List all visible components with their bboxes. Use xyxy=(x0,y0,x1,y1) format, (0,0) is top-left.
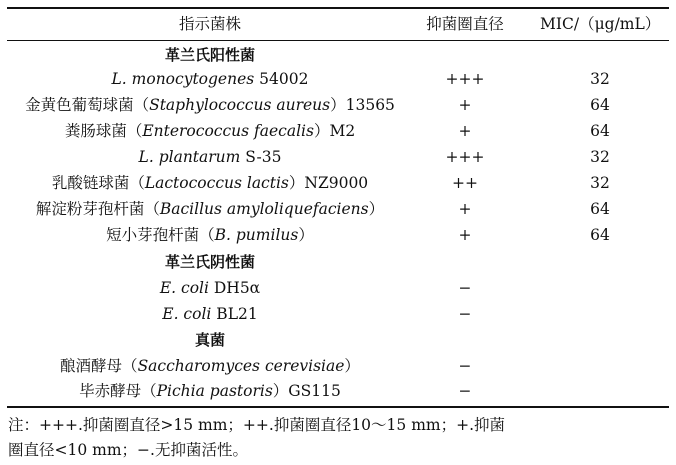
strain-name-latin: Staphylococcus aureus xyxy=(149,96,331,114)
column-header-inhibition-zone: 抑菌圈直径 xyxy=(426,15,504,33)
footnote-line-1: 注：+++.抑菌圈直径>15 mm；++.抑菌圈直径10～15 mm；+.抑菌 xyxy=(8,416,506,434)
table-row-strain xyxy=(0,146,420,168)
strain-name-prefix: 毕赤酵母（ xyxy=(79,382,157,400)
table-row-strain xyxy=(0,120,420,142)
strain-name-prefix: 金黄色葡萄球菌（ xyxy=(25,96,150,114)
table-cell-mic: 32 xyxy=(590,70,610,88)
table-cell-mic: 32 xyxy=(590,174,610,192)
table-cell-mic xyxy=(540,380,660,402)
strain-name-prefix: 短小芽孢杆菌（ xyxy=(106,226,215,244)
table-row-strain xyxy=(0,303,420,325)
strain-name-latin: E. coli xyxy=(159,279,209,297)
strain-name-latin: L. plantarum xyxy=(138,148,241,166)
table-row-strain xyxy=(0,277,420,299)
table-row-strain xyxy=(0,380,420,402)
table-cell-zone: + xyxy=(458,200,472,218)
strain-name-latin: Saccharomyces cerevisiae xyxy=(137,357,345,375)
strain-name-prefix: 粪肠球菌（ xyxy=(64,122,143,140)
table-cell-zone: + xyxy=(458,122,472,140)
strain-name-prefix: 解淀粉芽孢杆菌（ xyxy=(35,200,160,218)
strain-name-suffix: ） xyxy=(368,200,385,218)
table-row-strain xyxy=(0,68,420,90)
table-row-strain xyxy=(0,224,420,246)
table-cell-zone: +++ xyxy=(445,148,485,166)
strain-name-latin: Lactococcus lactis xyxy=(144,174,289,192)
footnote-line-2: 圈直径<10 mm；−.无抑菌活性。 xyxy=(8,441,248,459)
group-heading-fungi: 真菌 xyxy=(194,331,225,349)
strain-name-suffix: BL21 xyxy=(211,305,258,323)
table-cell-zone: − xyxy=(458,382,472,400)
table-cell-mic xyxy=(540,355,660,377)
group-heading-gram-positive: 革兰氏阳性菌 xyxy=(164,46,255,64)
table-cell-mic xyxy=(540,277,660,299)
strain-name-suffix: S-35 xyxy=(240,148,282,166)
table-cell-mic: 32 xyxy=(590,148,610,166)
strain-name-suffix: ） xyxy=(298,226,314,244)
table-cell-zone: + xyxy=(458,96,472,114)
strain-name-suffix: ） xyxy=(344,357,360,375)
table-cell-zone: − xyxy=(458,357,472,375)
strain-name-suffix: 54002 xyxy=(254,70,309,88)
strain-name-latin: L. monocytogenes xyxy=(111,70,255,88)
strain-name-latin: Bacillus amyloliquefaciens xyxy=(159,200,369,218)
group-heading-gram-negative: 革兰氏阴性菌 xyxy=(164,253,255,271)
table-cell-mic: 64 xyxy=(590,200,610,218)
table-row-strain xyxy=(0,172,420,194)
column-header-mic: MIC/（μg/mL） xyxy=(540,15,661,33)
table-cell-zone: + xyxy=(458,226,472,244)
strain-name-latin: E. coli xyxy=(162,305,212,323)
strain-name-suffix: ）M2 xyxy=(313,122,356,140)
table-cell-zone: +++ xyxy=(445,70,485,88)
strain-name-latin: B. pumilus xyxy=(214,226,299,244)
strain-name-suffix: ）13565 xyxy=(330,96,395,114)
table-cell-zone: − xyxy=(458,305,472,323)
strain-name-prefix: 酿酒酵母（ xyxy=(60,357,138,375)
table-row-strain xyxy=(0,198,420,220)
table-row-strain xyxy=(0,355,420,377)
strain-name-prefix: 乳酸链球菌（ xyxy=(51,174,145,192)
strain-name-suffix: ）GS115 xyxy=(272,382,341,400)
table-bottom-rule xyxy=(7,406,669,408)
strain-name-latin: Pichia pastoris xyxy=(156,382,273,400)
table-row-strain xyxy=(0,94,420,116)
column-header-strain: 指示菌株 xyxy=(178,15,241,33)
table-cell-mic xyxy=(540,303,660,325)
strain-name-suffix: ）NZ9000 xyxy=(288,174,369,192)
strain-name-suffix: DH5α xyxy=(208,279,261,297)
table-cell-mic: 64 xyxy=(590,122,610,140)
table-cell-mic: 64 xyxy=(590,226,610,244)
table-cell-mic: 64 xyxy=(590,96,610,114)
table-footnote xyxy=(8,413,670,463)
table-header-rule xyxy=(7,40,669,41)
strain-name-latin: Enterococcus faecalis xyxy=(142,122,314,140)
table-cell-zone: − xyxy=(458,279,472,297)
table-top-rule xyxy=(7,7,669,9)
table-cell-zone: ++ xyxy=(452,174,478,192)
